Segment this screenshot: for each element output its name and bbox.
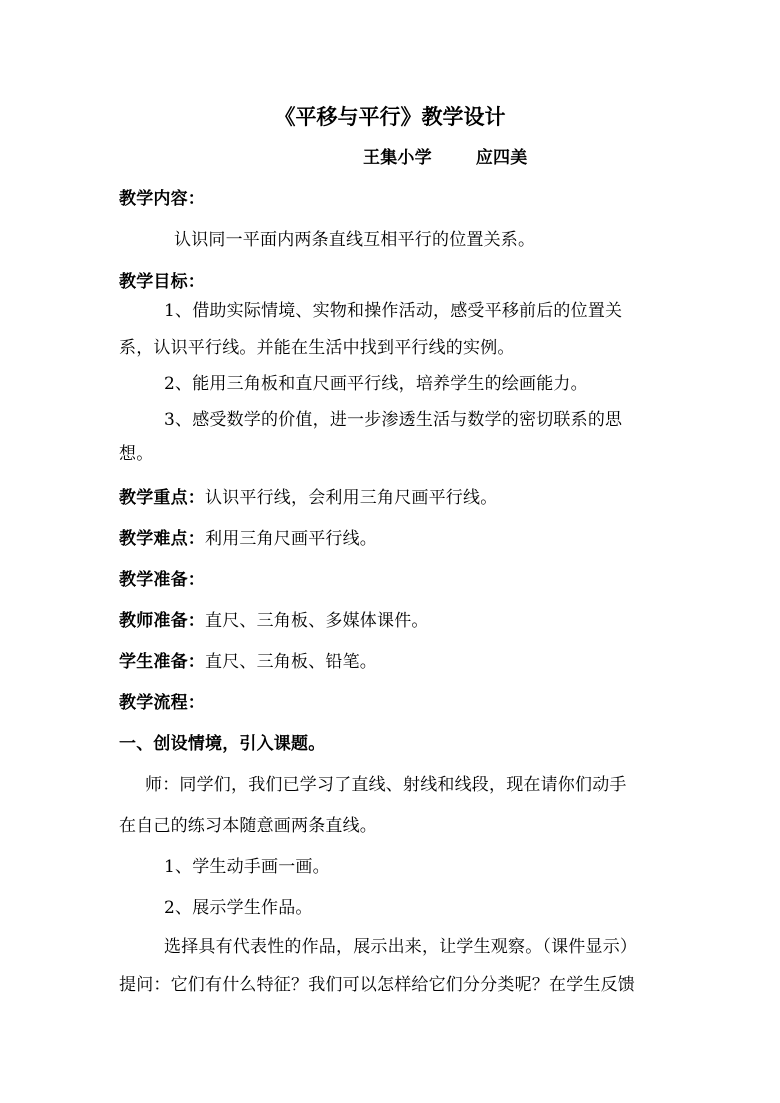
key-points-label: 教学重点： xyxy=(119,488,205,508)
para1-line1: 师：同学们，我们已学习了直线、射线和线段，现在请你们动手 xyxy=(145,775,627,795)
goal1-line1: 1、借助实际情境、实物和操作活动，感受平移前后的位置关 xyxy=(164,301,623,321)
para1-line2: 在自己的练习本随意画两条直线。 xyxy=(119,816,377,836)
author-name: 应四美 xyxy=(475,148,528,168)
difficulty-label: 教学难点： xyxy=(119,529,205,549)
student-prep-line xyxy=(119,651,377,673)
para2-line1: 选择具有代表性的作品，展示出来，让学生观察。（课件显示） xyxy=(164,937,638,957)
author-school: 王集小学 xyxy=(363,148,432,168)
difficulty-text: 利用三角尺画平行线。 xyxy=(205,529,377,549)
teacher-prep-line xyxy=(119,610,429,632)
goal3-line2: 想。 xyxy=(119,444,154,464)
item1: 1、学生动手画一画。 xyxy=(164,857,330,877)
step1-heading: 一、创设情境，引入课题。 xyxy=(119,734,326,754)
content-label: 教学内容： xyxy=(119,189,205,209)
student-prep-text: 直尺、三角板、铅笔。 xyxy=(205,652,377,672)
student-prep-label: 学生准备： xyxy=(119,652,205,672)
goals-label: 教学目标： xyxy=(119,272,205,292)
key-points-text: 认识平行线，会利用三角尺画平行线。 xyxy=(205,488,498,508)
goal2: 2、能用三角板和直尺画平行线，培养学生的绘画能力。 xyxy=(164,374,588,394)
prep-label: 教学准备： xyxy=(119,570,205,590)
document-title: 《平移与平行》教学设计 xyxy=(274,105,506,129)
author-line xyxy=(363,147,527,169)
teacher-prep-text: 直尺、三角板、多媒体课件。 xyxy=(205,611,429,631)
para2-line2: 提问：它们有什么特征？我们可以怎样给它们分分类呢？在学生反馈 xyxy=(119,975,635,995)
process-label: 教学流程： xyxy=(119,693,205,713)
difficulty-line xyxy=(119,528,377,550)
item2: 2、展示学生作品。 xyxy=(164,898,313,918)
goal3-line1: 3、感受数学的价值，进一步渗透生活与数学的密切联系的思 xyxy=(164,410,623,430)
key-points-line xyxy=(119,487,497,509)
content-text: 认识同一平面内两条直线互相平行的位置关系。 xyxy=(174,230,536,250)
goal1-line2: 系，认识平行线。并能在生活中找到平行线的实例。 xyxy=(119,338,515,358)
teacher-prep-label: 教师准备： xyxy=(119,611,205,631)
